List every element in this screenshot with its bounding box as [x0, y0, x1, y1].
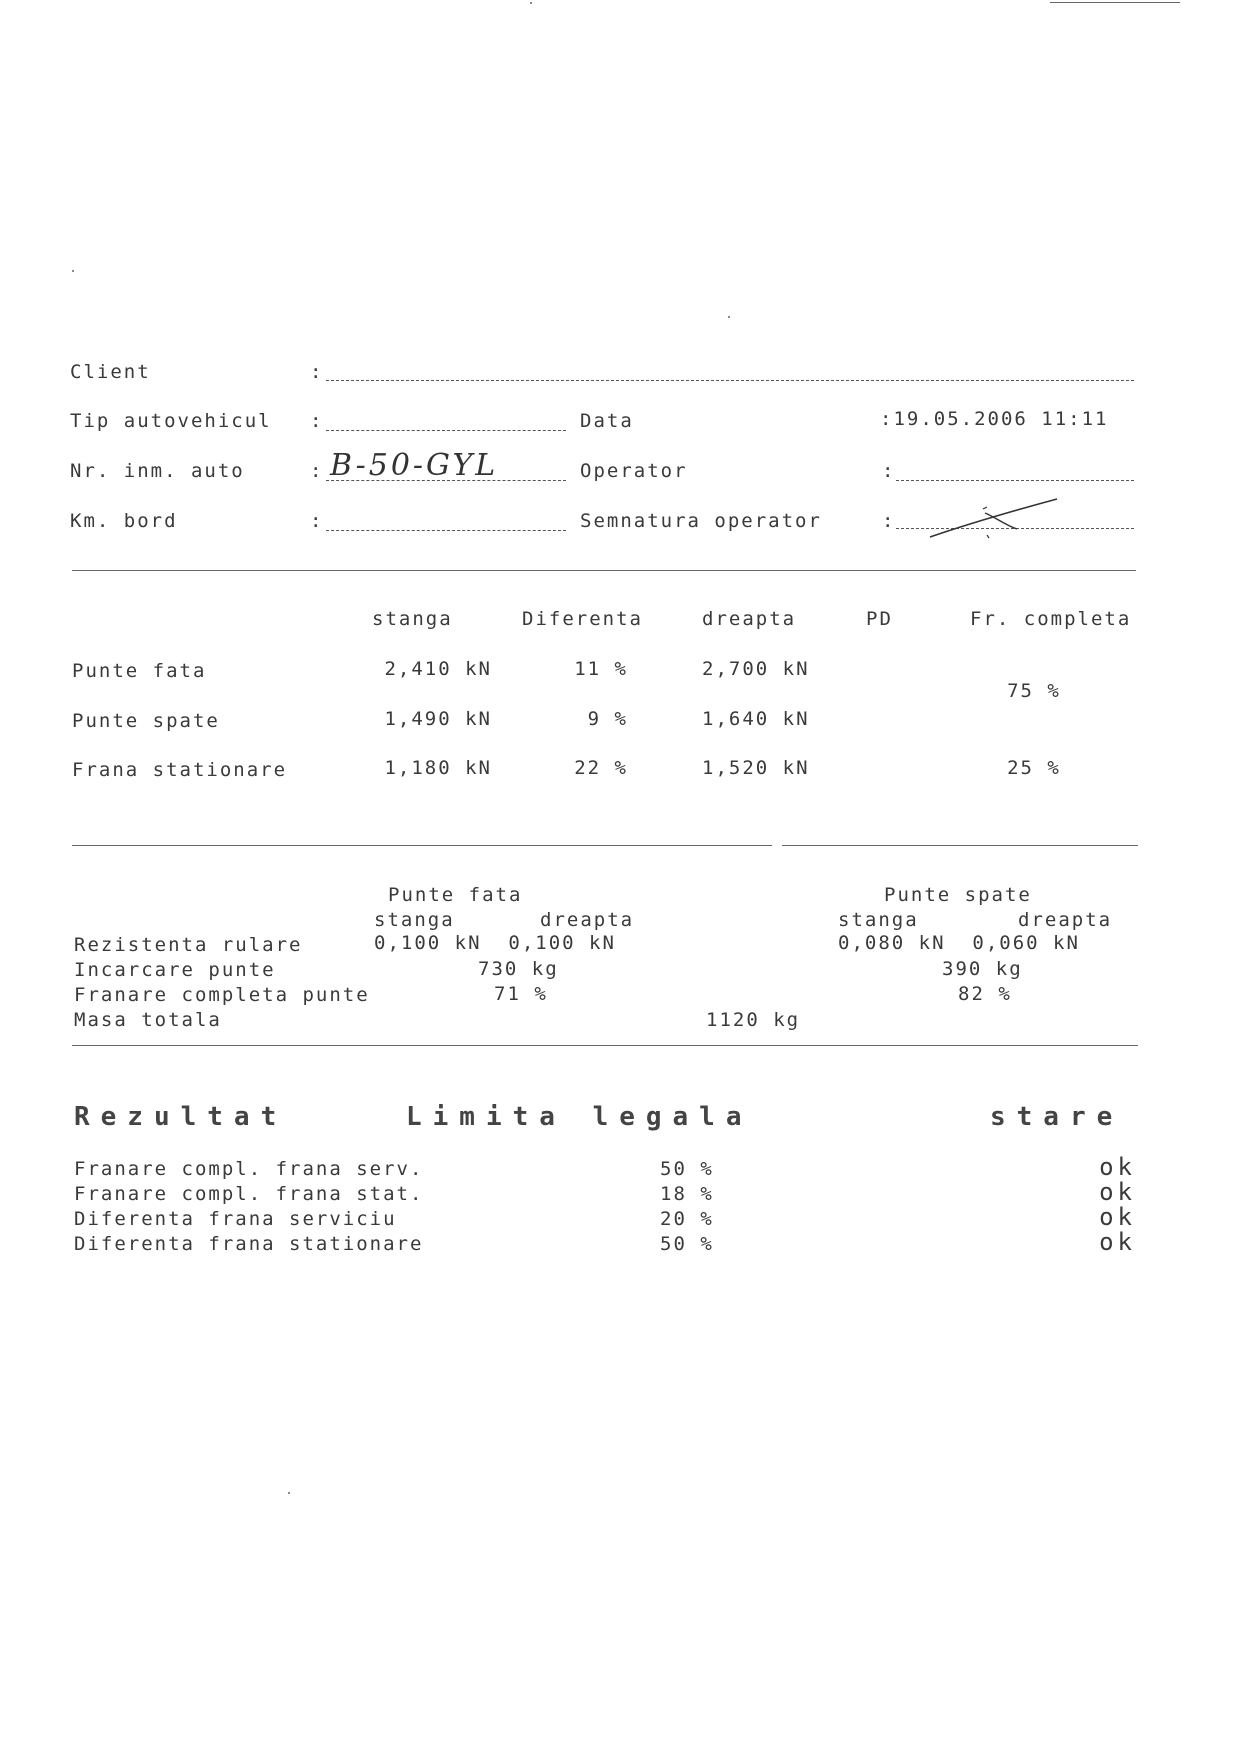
operator-label: Operator	[580, 460, 688, 482]
client-label: Client	[70, 361, 151, 383]
inc-rear: 390 kg	[942, 958, 1023, 980]
rez-front: 0,100 kN 0,100 kN	[374, 932, 616, 954]
row-dif: 11 %	[574, 658, 628, 680]
col-stanga: stanga	[372, 608, 453, 630]
rez-label: Rezistenta rulare	[74, 934, 303, 956]
col-pd: PD	[866, 608, 893, 630]
row-dreapta: 1,520 kN	[702, 757, 810, 779]
rear-axle-title: Punte spate	[884, 884, 1032, 906]
masa-label: Masa totala	[74, 1009, 222, 1031]
result-limit: 18 %	[660, 1183, 714, 1205]
result-limit: 50 %	[660, 1158, 714, 1180]
nr-label: Nr. inm. auto	[70, 460, 245, 482]
result-label: Diferenta frana serviciu	[74, 1208, 397, 1230]
front-stanga: stanga	[374, 909, 455, 931]
rear-stanga: stanga	[838, 909, 919, 931]
row-dreapta: 2,700 kN	[702, 658, 810, 680]
row-label: Frana stationare	[72, 759, 288, 781]
row-dif: 9 %	[587, 708, 628, 730]
tip-colon: :	[310, 410, 324, 432]
signature-icon	[925, 495, 1065, 545]
km-field[interactable]	[326, 530, 566, 531]
operator-field[interactable]	[896, 480, 1134, 481]
km-colon: :	[310, 510, 324, 532]
scan-speck	[728, 316, 730, 318]
semnatura-colon: :	[882, 510, 896, 532]
front-dreapta: dreapta	[540, 909, 635, 931]
masa-value: 1120 kg	[706, 1009, 801, 1031]
divider-2a	[72, 845, 772, 846]
scan-speck	[530, 2, 532, 4]
row-stanga: 2,410 kN	[384, 658, 492, 680]
fran-rear: 82 %	[958, 983, 1012, 1005]
result-label: Franare compl. frana serv.	[74, 1158, 424, 1180]
fran-label: Franare completa punte	[74, 984, 370, 1006]
row-label: Punte spate	[72, 710, 220, 732]
rear-dreapta: dreapta	[1018, 909, 1113, 931]
data-value: :19.05.2006 11:11	[880, 408, 1109, 430]
row-dreapta: 1,640 kN	[702, 708, 810, 730]
heading-limita: Limita legala	[406, 1102, 753, 1132]
heading-rezultat: Rezultat	[74, 1102, 288, 1132]
client-colon: :	[310, 361, 324, 383]
front-axle-title: Punte fata	[388, 884, 523, 906]
divider-1	[72, 570, 1136, 571]
nr-field[interactable]	[326, 480, 566, 481]
nr-handwritten-value: B-50-GYL	[330, 448, 499, 483]
result-limit: 20 %	[660, 1208, 714, 1230]
fran-front: 71 %	[494, 983, 548, 1005]
client-field[interactable]	[326, 380, 1134, 381]
result-limit: 50 %	[660, 1233, 714, 1255]
result-label: Diferenta frana stationare	[74, 1233, 424, 1255]
operator-colon: :	[882, 460, 896, 482]
fr-completa-parking: 25 %	[1007, 757, 1061, 779]
result-label: Franare compl. frana stat.	[74, 1183, 424, 1205]
tip-label: Tip autovehicul	[70, 410, 272, 432]
rez-rear: 0,080 kN 0,060 kN	[838, 932, 1080, 954]
scan-speck	[72, 270, 74, 272]
result-state: ok	[1099, 1228, 1136, 1256]
inc-label: Incarcare punte	[74, 959, 276, 981]
tip-field[interactable]	[326, 430, 566, 431]
scan-speck	[288, 1492, 290, 1494]
col-dreapta: dreapta	[702, 608, 797, 630]
row-stanga: 1,490 kN	[384, 708, 492, 730]
col-diferenta: Diferenta	[522, 608, 643, 630]
result-state: ok	[1099, 1203, 1136, 1231]
row-stanga: 1,180 kN	[384, 757, 492, 779]
inc-front: 730 kg	[478, 958, 559, 980]
heading-stare: stare	[990, 1102, 1124, 1132]
row-label: Punte fata	[72, 660, 207, 682]
scan-edge	[1050, 2, 1180, 3]
row-dif: 22 %	[574, 757, 628, 779]
data-label: Data	[580, 410, 634, 432]
divider-3	[72, 1045, 1138, 1046]
km-label: Km. bord	[70, 510, 178, 532]
fr-completa-service: 75 %	[1007, 680, 1061, 702]
result-state: ok	[1099, 1178, 1136, 1206]
nr-colon: :	[310, 460, 324, 482]
result-state: ok	[1099, 1153, 1136, 1181]
col-fr-completa: Fr. completa	[970, 608, 1132, 630]
semnatura-label: Semnatura operator	[580, 510, 822, 532]
divider-2b	[782, 845, 1138, 846]
